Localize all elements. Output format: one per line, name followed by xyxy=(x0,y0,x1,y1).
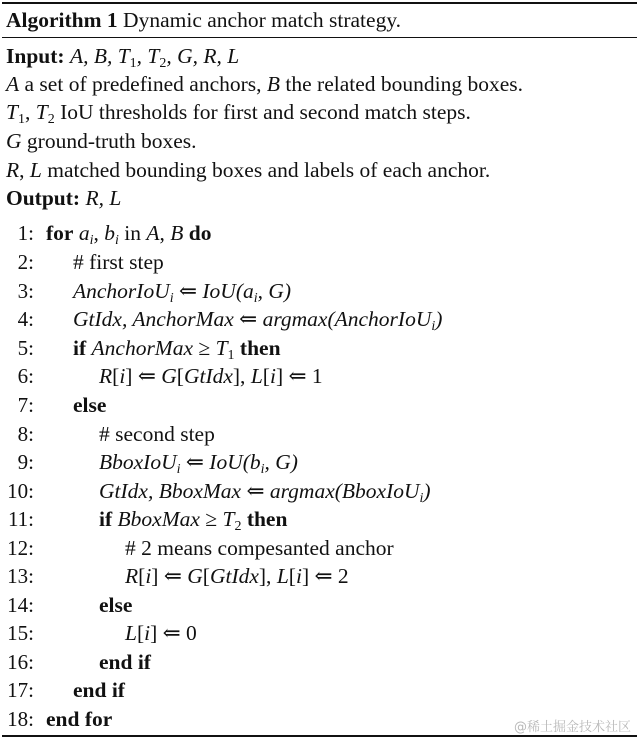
output-vars: R, L xyxy=(85,186,122,210)
line-number: 3: xyxy=(17,279,34,303)
line-number: 13: xyxy=(7,564,34,588)
code-line xyxy=(0,534,639,562)
line-text: for $a_i$, $b_i$ in A, B do xyxy=(46,221,212,248)
input-line xyxy=(6,42,239,70)
caption-rule xyxy=(2,37,637,38)
top-rule xyxy=(2,2,637,4)
line-text: BboxIoU$_i$ ⇐ $IoU(b_i$, G) xyxy=(99,450,298,477)
caption-label: Algorithm 1 xyxy=(6,8,118,32)
line-number: 6: xyxy=(17,364,34,388)
line-text: R[i] ⇐ G[GtIdx], L[i] ⇐ 1 xyxy=(99,364,323,388)
code-line xyxy=(0,305,639,333)
line-number: 7: xyxy=(17,393,34,417)
algorithm-caption xyxy=(6,6,401,34)
line-text: # 2 means compesanted anchor xyxy=(125,536,394,560)
line-number: 12: xyxy=(7,536,34,560)
input-desc-2: T1, T2 IoU thresholds for first and second match steps. xyxy=(6,100,471,127)
code-line xyxy=(0,619,639,647)
line-number: 8: xyxy=(17,422,34,446)
code-line xyxy=(0,505,639,533)
line-number: 10: xyxy=(7,479,34,503)
input-desc-4: R, L matched bounding boxes and labels of each anchor. xyxy=(6,158,491,182)
input-desc-3: G ground-truth boxes. xyxy=(6,129,197,153)
line-number: 5: xyxy=(17,336,34,360)
caption-text: Dynamic anchor match strategy. xyxy=(123,8,402,32)
code-line xyxy=(0,591,639,619)
line-text: R[i] ⇐ G[GtIdx], L[i] ⇐ 2 xyxy=(125,564,349,588)
output-line xyxy=(6,184,121,212)
watermark: @稀土掘金技术社区 xyxy=(513,720,631,735)
line-text: GtIdx, BboxMax ⇐ argmax(BboxIoU$_i$) xyxy=(99,479,431,506)
line-text: end if xyxy=(99,650,151,674)
line-text: else xyxy=(73,393,107,417)
line-text: else xyxy=(99,593,133,617)
code-line xyxy=(0,477,639,505)
line-text: end if xyxy=(73,678,125,702)
code-line xyxy=(0,420,639,448)
line-number: 18: xyxy=(7,707,34,731)
code-line xyxy=(0,391,639,419)
line-text: GtIdx, AnchorMax ⇐ argmax(AnchorIoU$_i$) xyxy=(73,307,443,334)
line-number: 4: xyxy=(17,307,34,331)
input-desc-1: A a set of predefined anchors, B the related bounding boxes. xyxy=(6,72,524,96)
output-label: Output: xyxy=(6,186,81,210)
line-text: L[i] ⇐ 0 xyxy=(125,621,197,645)
line-number: 16: xyxy=(7,650,34,674)
line-number: 9: xyxy=(17,450,34,474)
line-number: 1: xyxy=(17,221,34,245)
code-line xyxy=(0,448,639,476)
code-line xyxy=(0,562,639,590)
line-text: AnchorIoU$_i$ ⇐ $IoU(a_i$, G) xyxy=(73,279,292,306)
line-number: 11: xyxy=(7,507,34,531)
code-line xyxy=(0,219,639,247)
line-text: if BboxMax ≥ T2 then xyxy=(99,507,288,534)
line-number: 14: xyxy=(7,593,34,617)
code-line xyxy=(0,248,639,276)
line-text: # first step xyxy=(73,250,164,274)
code-line xyxy=(0,362,639,390)
line-text: if AnchorMax ≥ T1 then xyxy=(73,336,281,363)
bottom-rule xyxy=(2,735,637,737)
line-number: 17: xyxy=(7,678,34,702)
line-number: 15: xyxy=(7,621,34,645)
code-line xyxy=(0,277,639,305)
line-text: # second step xyxy=(99,422,215,446)
line-number: 2: xyxy=(17,250,34,274)
input-vars: A, B, T1, T2, G, R, L xyxy=(69,44,240,71)
code-line xyxy=(0,676,639,704)
input-label: Input: xyxy=(6,44,65,68)
code-line xyxy=(0,648,639,676)
code-line xyxy=(0,334,639,362)
line-text: end for xyxy=(46,707,113,731)
